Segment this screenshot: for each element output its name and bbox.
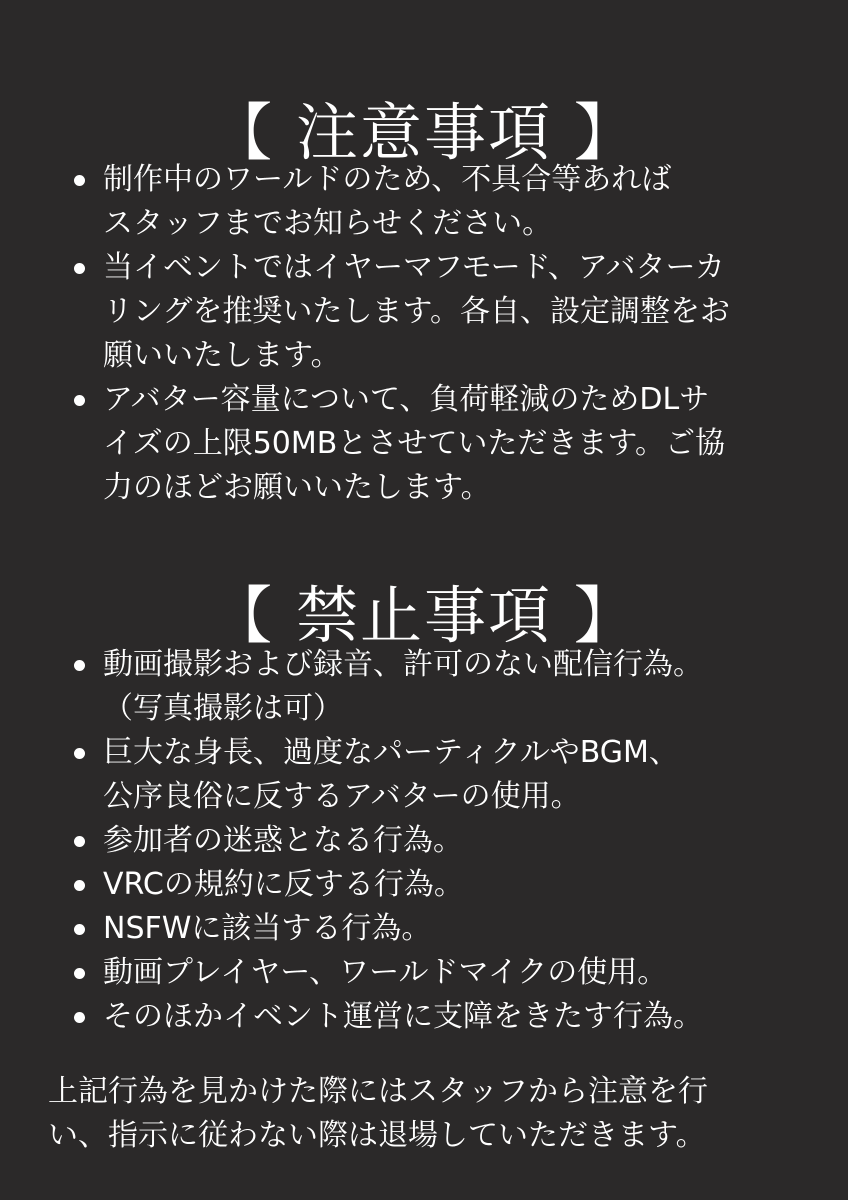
list-item	[0, 643, 703, 731]
list-item-text: リングを推奨いたします。各自、設定調整をお	[103, 294, 730, 329]
list-item	[0, 731, 703, 819]
bullet-icon	[74, 836, 85, 847]
list-item-text: スタッフまでお知らせください。	[103, 206, 553, 241]
bullet-icon	[74, 395, 85, 406]
closing-statement	[48, 1070, 708, 1158]
list-item	[0, 246, 730, 378]
list-item-text: 参加者の迷惑となる行為。	[103, 823, 463, 858]
bullet-icon	[74, 748, 85, 759]
closing-text: 上記行為を見かけた際にはスタッフから注意を行	[48, 1074, 708, 1109]
list-item-text: NSFWに該当する行為。	[103, 911, 432, 946]
list-item-text: （写真撮影は可）	[103, 691, 343, 726]
list-item-text: 動画撮影および録音、許可のない配信行為。	[103, 647, 703, 682]
closing-text: い、指示に従わない際は退場していただきます。	[48, 1118, 706, 1153]
list-item-text: 制作中のワールドのため、不具合等あれば	[103, 162, 672, 197]
list-item-text: 巨大な身長、過度なパーティクルやBGM、	[103, 735, 679, 770]
list-item	[0, 863, 703, 907]
list-item	[0, 951, 703, 995]
bullet-icon	[74, 924, 85, 935]
list-item-text: 力のほどお願いいたします。	[103, 470, 491, 505]
list-item-text: 動画プレイヤー、ワールドマイクの使用。	[103, 955, 668, 990]
bullet-icon	[74, 660, 85, 671]
list-item-text: VRCの規約に反する行為。	[103, 867, 464, 902]
notes-title: 【 注意事項 】	[210, 95, 638, 169]
list-item-text: 公序良俗に反するアバターの使用。	[103, 779, 581, 814]
bullet-icon	[74, 263, 85, 274]
bullet-icon	[74, 175, 85, 186]
list-item	[0, 907, 703, 951]
prohibited-title: 【 禁止事項 】	[210, 578, 638, 652]
notes-list	[0, 158, 730, 510]
list-item	[0, 158, 730, 246]
bullet-icon	[74, 880, 85, 891]
bullet-icon	[74, 1012, 85, 1023]
list-item-text: 願いいたします。	[103, 338, 341, 373]
prohibited-list	[0, 643, 703, 1039]
list-item-text: そのほかイベント運営に支障をきたす行為。	[103, 999, 703, 1034]
list-item-text: アバター容量について、負荷軽減のためDLサ	[103, 382, 710, 417]
list-item	[0, 995, 703, 1039]
list-item-text: イズの上限50MBとさせていただきます。ご協	[103, 426, 725, 461]
list-item-text: 当イベントではイヤーマフモード、アバターカ	[103, 250, 725, 285]
bullet-icon	[74, 968, 85, 979]
list-item	[0, 378, 730, 510]
list-item	[0, 819, 703, 863]
